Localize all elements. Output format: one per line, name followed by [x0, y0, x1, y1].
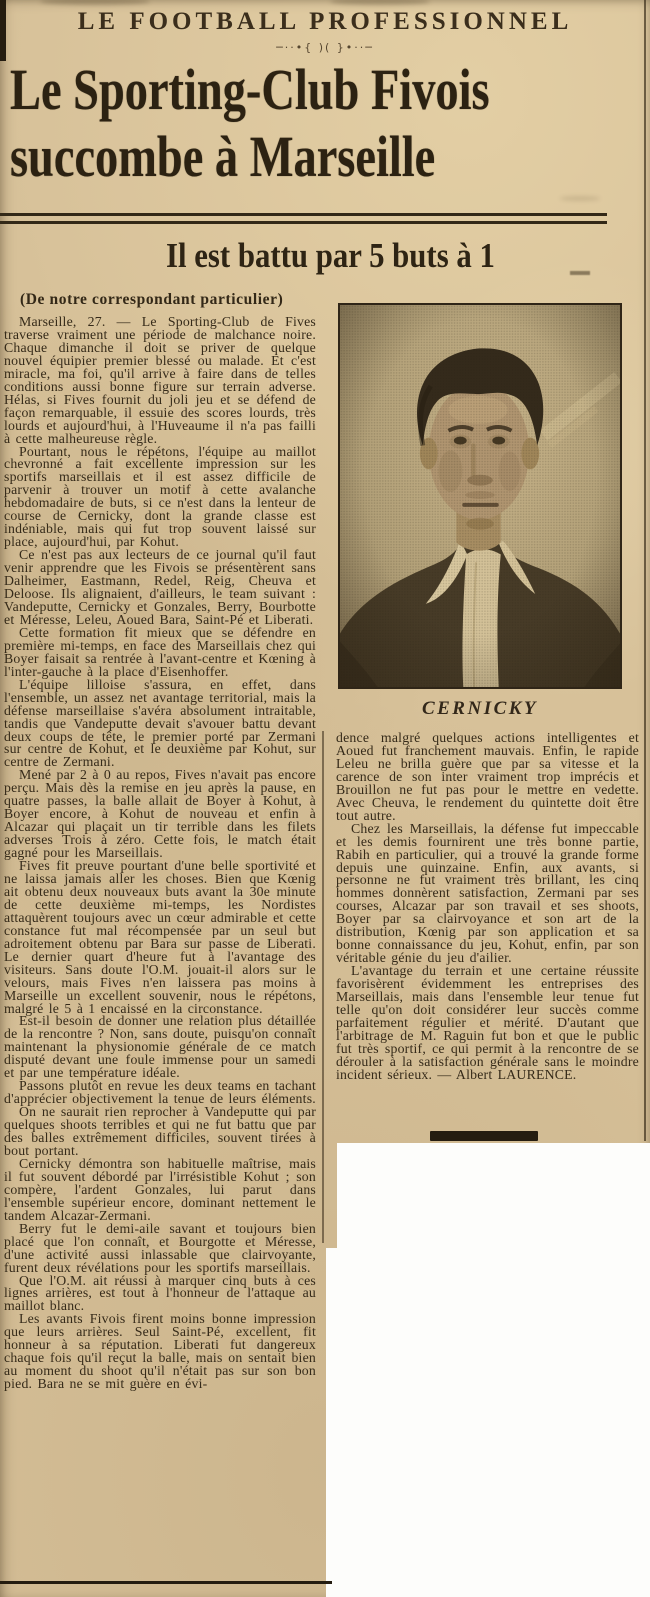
print-smudge — [570, 271, 590, 275]
article-paragraph: Les avants Fivois firent moins bonne impression que leurs arrières. Seul Saint-Pé, excellent, fit honneur à sa réputation. Liberati fut dangereux chaque fois qu'il reçut la balle, mais on sentait bien au moment du shoot qu'il n'était pas sur son bon pied. Bara ne se mit guère en évi- — [4, 1311, 316, 1392]
article-column-right — [336, 732, 639, 1132]
portrait-photo-cernicky — [338, 303, 622, 689]
article-paragraph: dence malgré quelques actions intelligentes et Aoued fut franchement mauvais. Enfin, le rapide Leleu ne brilla guère que par sa vitesse et la carence de son inter vraiment trop imprécis et Brouillon ne fut pas pour le mettre en vedette. Avec Cheuva, le rendement du quintette doit être tout autre. — [336, 732, 639, 823]
article-paragraph: Cette formation fit mieux que se défendre en première mi-temps, en face des Marseillais chez qui Boyer faisait sa rentrée à l'avant-centre et Kœning à l'inter-gauche à la place d'Eisenhoffer. — [4, 624, 316, 679]
article-paragraph: Chez les Marseillais, la défense fut impeccable et les demis fournirent une très bonne partie, Rabih en particulier, qui a trouvé la grande forme depuis une quinzaine. Enfin, aux avants, si personne ne fut vraiment très brillant, les cinq hommes donnèrent satisfaction, Zermani par ses courses, Alcazar par son travail et ses shoots, Boyer par sa clairvoyance et son art de la distribution, Kœnig par son application et sa bonne connaissance du jeu, Kohut, enfin, par son véritable génie du jeu d'ailier. — [336, 820, 639, 966]
article-paragraph: Est-il besoin de donner une relation plus détaillée de la rencontre ? Non, sans doute, puisqu'on connaît maintenant la physionomie générale de ce match disputé devant une foule immense pour un samedi et par une température idéale. — [4, 1013, 316, 1081]
article-paragraph: L'équipe lilloise s'assura, en effet, dans l'ensemble, un assez net avantage territorial, mais la défense marseillaise s'avéra absolument intraitable, tandis que Vandeputte devait s'avouer battu devant deux coups de tête, le premier porté par Zermani sur centre de Kohut, et le deuxième par Kohut, sur centre de Zermani. — [4, 676, 316, 770]
article-paragraph: Passons plutôt en revue les deux teams en tachant d'apprécier objectivement la tenue de leurs éléments. — [4, 1078, 316, 1107]
headline-line-1: Le Sporting-Club Fivois — [10, 57, 490, 122]
headline-double-rule — [0, 213, 607, 224]
right-edge-rule — [644, 0, 646, 1141]
ornament-divider-icon: ─··•{ )( }•··─ — [276, 41, 374, 54]
article-paragraph: Pourtant, nous le répétons, l'équipe au maillot chevronné a fait excellente impression sur les sportifs marseillais et il est assez difficile de parvenir à trouver un motif à cette avalanche hebdomadaire de buts, si ce n'est dans la lenteur de course de Cernicky, dont la grande classe est indéniable, mais qui fut trop souvent laissé sur place, aujourd'hui, par Kohut. — [4, 443, 316, 550]
halftone-portrait-graphic — [340, 305, 620, 687]
byline: (De notre correspondant particulier) — [20, 291, 284, 308]
print-smudge — [40, 0, 150, 5]
subheadline: Il est battu par 5 buts à 1 — [166, 236, 495, 275]
next-article-rule-fragment — [430, 1131, 538, 1141]
article-paragraph: Berry fut le demi-aile savant et toujours bien placé que l'on connaît, et Bourgotte et Méresse, d'une activité aussi inlassable que clairvoyante, furent deux révélations pour les sportifs marseillais. — [4, 1220, 316, 1275]
article-paragraph: Mené par 2 à 0 au repos, Fives n'avait pas encore perçu. Mais dès la remise en jeu après la pause, en quatre passes, la balle allait de Boyer à Kohut, à Boyer encore, à Kohut de nouveau et enfin à Alcazar qui plaçait un tir terrible dans les filets adverses Trois à zéro. Cette fois, le match était gagné pour les Marseillais. — [4, 767, 316, 861]
article-paragraph: Fives fit preuve pourtant d'une belle sportivité et ne laissa jamais aller les choses. Bien que Kœnig ait obtenu deux nouveaux buts avant la 30e minute de cette deuxième mi-temps, les Nordistes attaquèrent toujours avec un cœur admirable et cette constance fut mal récompensée par un seul but adroitement obtenu par Bara sur passe de Liberati. Le dernier quart d'heure fut à l'avantage des visiteurs. Sans doute l'O.M. jouait-il alors sur le velours, mais Fives n'en laissera pas moins à Marseille un excellent souvenir, nous le répétons, malgré le 5 à 1 encaissé en la circonstance. — [4, 858, 316, 1016]
article-paragraph: Ce n'est pas aux lecteurs de ce journal qu'il faut venir apprendre que les Fivois se présentèrent sans Dalheimer, Eastmann, Redel, Reig, Cheuva et Deloose. Ils alignaient, d'ailleurs, le team suivant : Vandeputte, Cernicky et Gonzales, Berry, Bourbotte et Méresse, Leleu, Aoued Bara, Saint-Pé et Liberati. — [4, 547, 316, 627]
article-paragraph: On ne saurait rien reprocher à Vandeputte qui par quelques shoots terribles et qui ne fut battu que par des balles extrêmement difficiles, souvent tirées à bout portant. — [4, 1104, 316, 1158]
article-paragraph: L'avantage du terrain et une certaine réussite favorisèrent évidemment les entreprises des Marseillais, mais dans l'ensemble leur tenue fut telle qu'on doit considérer leur succès comme parfaitement régulier et mérité. D'autant que l'arbitrage de M. Raguin fut bon et que le public fut très sportif, ce qui permit à la rencontre de se dérouler à la satisfaction générale sans le moindre incident sérieux. — Albert LAURENCE. — [336, 963, 639, 1082]
article-paragraph: Que l'O.M. ait réussi à marquer cinq buts à ces lignes arrières, est tout à l'honneur de l'attaque au maillot blanc. — [4, 1272, 316, 1314]
print-smudge — [560, 196, 600, 201]
photo-caption: CERNICKY — [421, 698, 539, 719]
article-column-left — [4, 316, 316, 1578]
article-paragraph: Cernicky démontra son habituelle maîtrise, mais il fut souvent débordé par l'irrésistible Kohut ; son compère, l'ardent Gonzales, lui parut dans l'ensemble supérieur encore, dominant nettement le tandem Alcazar-Zermani. — [4, 1155, 316, 1223]
column-rule — [322, 731, 324, 1243]
headline-line-2: succombe à Marseille — [10, 124, 436, 189]
bottom-rule — [0, 1581, 332, 1584]
masthead-title: LE FOOTBALL PROFESSIONNEL — [77, 8, 573, 35]
article-paragraph: Marseille, 27. — Le Sporting-Club de Fives traverse vraiment une période de malchance noire. Chaque dimanche il doit se priver de quelque nouvel équipier premier blessé ou malade. Et c'est miracle, ma foi, qu'il arrive à faire dans de telles conditions aussi bonne figure sur terrain adverse. Hélas, si Fives fournit du joli jeu et se défend de façon remarquable, il essuie des scores lourds, très lourds et aujourd'hui, à l'Huveaume il n'a pas failli à cette malheureuse règle. — [4, 316, 316, 446]
white-cutout — [326, 1248, 650, 1597]
headline — [10, 56, 522, 190]
print-smudge — [330, 0, 430, 5]
